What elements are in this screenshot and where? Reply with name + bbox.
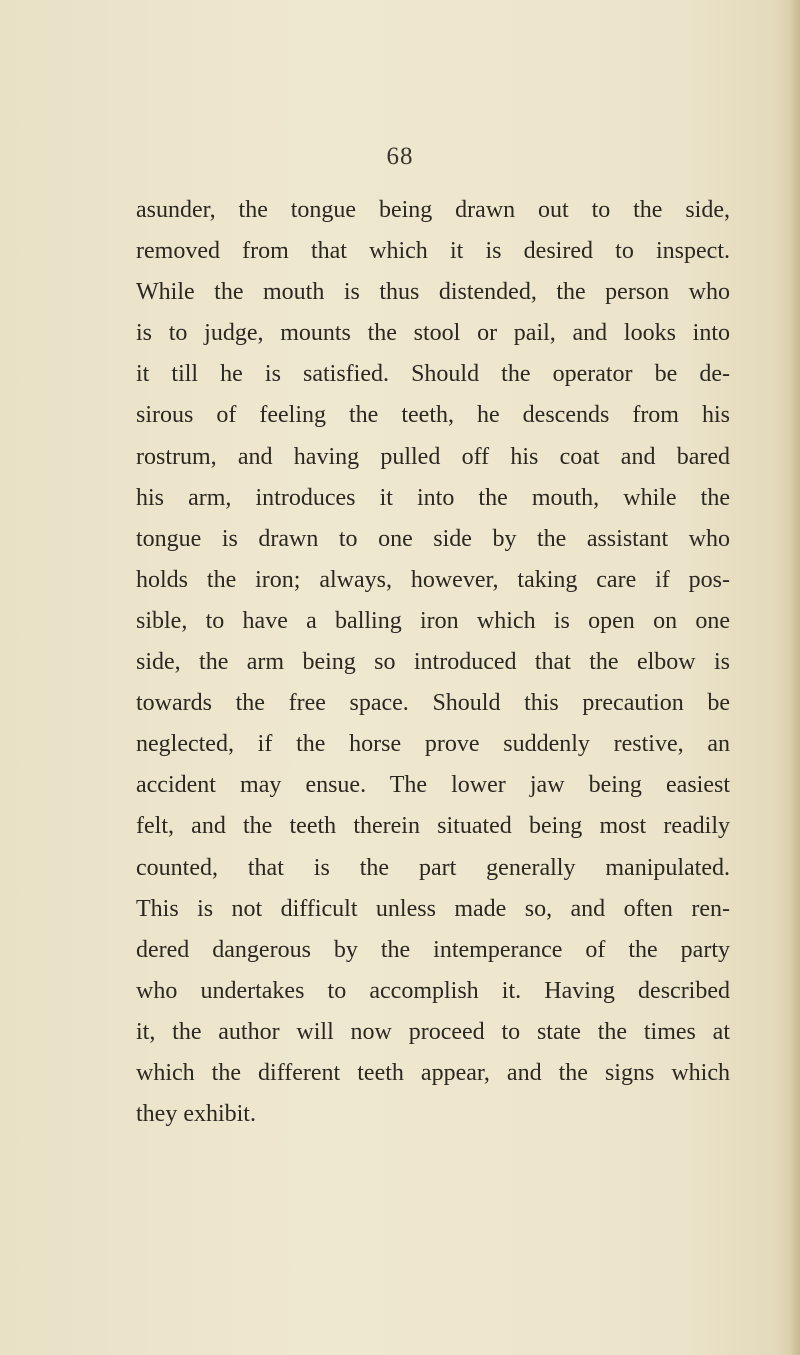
text-line: sirous of feeling the teeth, he descends from his [136,402,730,429]
text-line: felt, and the teeth therein situated being most readily [136,813,730,840]
text-line: sible, to have a balling iron which is open on one [136,607,730,634]
text-line: it till he is satisfied. Should the operator be de- [136,361,730,388]
text-line: neglected, if the horse prove suddenly restive, an [136,731,730,758]
text-line: removed from that which it is desired to inspect. [136,238,730,265]
body-paragraph [136,190,730,1135]
text-line: it, the author will now proceed to state the times at [136,1018,730,1045]
text-line: While the mouth is thus distended, the person who [136,279,730,306]
text-line: dered dangerous by the intemperance of the party [136,936,730,963]
text-line: asunder, the tongue being drawn out to the side, [136,197,730,223]
text-line: is to judge, mounts the stool or pail, and looks into [136,320,730,347]
text-line: This is not difficult unless made so, and often ren- [136,895,730,922]
text-line: accident may ensue. The lower jaw being easiest [136,772,730,799]
text-line: who undertakes to accomplish it. Having described [136,977,730,1004]
page-number: 68 [386,143,414,170]
text-line: side, the arm being so introduced that the elbow is [136,649,730,676]
text-line: rostrum, and having pulled off his coat and bared [136,443,730,470]
text-line: which the different teeth appear, and the signs which [136,1059,730,1086]
page-edge-shadow [790,0,800,1355]
text-line: towards the free space. Should this precaution be [136,690,730,717]
text-line: counted, that is the part generally manipulated. [136,854,730,881]
text-line: tongue is drawn to one side by the assistant who [136,525,730,552]
text-line: holds the iron; always, however, taking care if pos- [136,566,730,593]
text-line-last: they exhibit. [136,1101,256,1128]
text-line: his arm, introduces it into the mouth, while the [136,484,730,511]
